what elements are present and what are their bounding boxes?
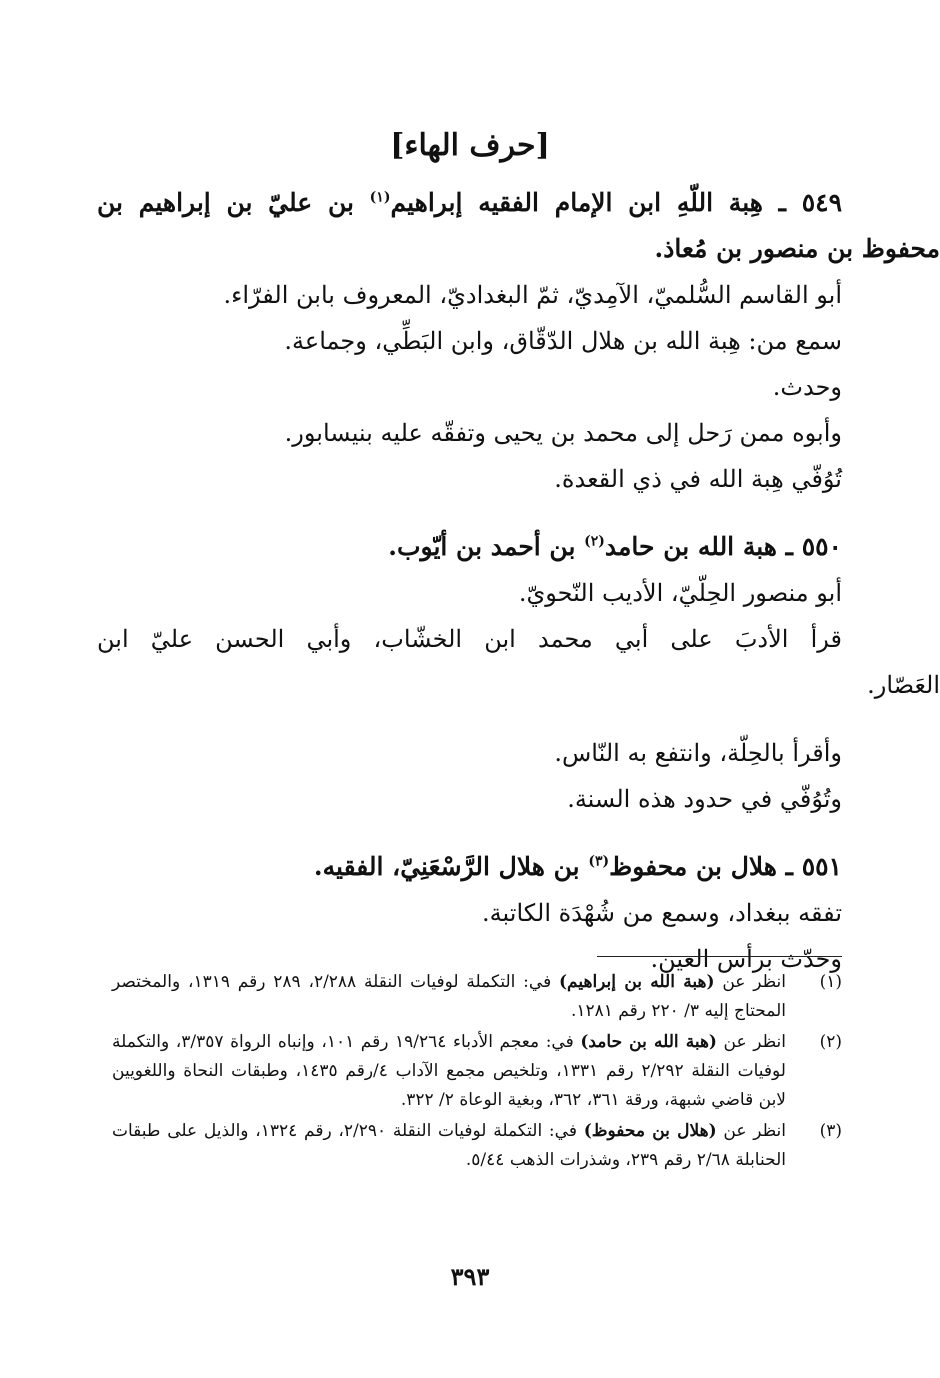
body-line: وتُوُفّي في حدود هذه السنة. xyxy=(567,785,842,813)
page-number: ٣٩٣ xyxy=(450,1262,490,1291)
entry-549 xyxy=(97,180,940,502)
footnote-text xyxy=(112,968,786,1026)
body-line: تفقه ببغداد، وسمع من شُهْدَة الكاتبة. xyxy=(482,899,842,927)
entry-heading-text: ٥٤٩ ـ هِبة اللّهِ ابن الإمام الفقيه إبراهيم xyxy=(390,188,843,217)
footnote-number: (١) xyxy=(819,972,842,992)
body-line: سمع من: هِبة الله بن هلال الدّقّاق، وابن البَطِّي، وجماعة. xyxy=(284,327,842,355)
footnote-number: (٣) xyxy=(819,1121,842,1141)
body-line-continued: العَصّار. xyxy=(867,671,940,699)
footnote-lead: انظر عن xyxy=(714,972,786,992)
body-line: وحدّث برأس العين. xyxy=(650,945,842,973)
entry-551 xyxy=(97,844,842,982)
body-line: وأبوه ممن رَحل إلى محمد بن يحيى وتفقّه عليه بنيسابور. xyxy=(284,419,842,447)
footnote-ref[interactable]: (٣) xyxy=(588,853,610,870)
body-line: وحدث. xyxy=(772,373,842,401)
body-line: أبو القاسم السُّلميّ، الآمِديّ، ثمّ البغداديّ، المعروف بابن الفرّاء. xyxy=(223,281,842,309)
entry-heading-text: ٥٥٠ ـ هبة الله بن حامد xyxy=(604,532,842,561)
spacer xyxy=(97,502,842,524)
footnotes xyxy=(112,968,842,1177)
body-line: وأقرأ بالحِلّة، وانتفع به النّاس. xyxy=(554,739,842,767)
entry-heading-text: ٥٥١ ـ هلال بن محفوظ xyxy=(609,852,842,881)
footnote-text xyxy=(112,1028,786,1115)
footnote xyxy=(112,968,842,1026)
spacer xyxy=(97,708,842,730)
entry-heading-text: بن أحمد بن أيّوب. xyxy=(388,532,585,561)
footnote-text xyxy=(112,1117,786,1175)
footnote-lead: انظر عن xyxy=(716,1032,786,1052)
body-line: أبو منصور الحِلّيّ، الأديب النّحويّ. xyxy=(518,579,842,607)
footnote-subject: (هبة الله بن حامد) xyxy=(580,1032,717,1052)
footnote-ref[interactable]: (١) xyxy=(369,189,391,206)
footnote-subject: (هبة الله بن إبراهيم) xyxy=(559,972,715,992)
body-line: تُوُفّي هِبة الله في ذي القعدة. xyxy=(554,465,842,493)
entry-550 xyxy=(97,524,940,822)
footnote xyxy=(112,1117,842,1175)
footnote-separator xyxy=(597,956,842,957)
entry-heading-text: بن عليّ بن إبراهيم بن xyxy=(97,188,370,217)
footnote xyxy=(112,1028,842,1115)
entry-heading xyxy=(97,180,842,226)
entry-heading xyxy=(97,524,842,570)
footnote-lead: انظر عن xyxy=(716,1121,787,1141)
main-text xyxy=(97,180,940,982)
footnote-body: في: التكملة لوفيات النقلة ٢/٢٩٠، رقم ١٣٢٤، والذيل على طبقات الحنابلة ٢/٦٨ رقم ٢٣٩، وشذرات الذهب ٥/٤٤. xyxy=(112,1121,786,1170)
footnote-body: في: التكملة لوفيات النقلة ٢/٢٨٨، ٢٨٩ رقم ١٣١٩، والمختصر المحتاج إليه ٣/ ٢٢٠ رقم ١٢٨١. xyxy=(112,972,786,1021)
body-line: قرأ الأدبَ على أبي محمد ابن الخشّاب، وأبي الحسن عليّ ابن xyxy=(97,625,842,653)
footnote-subject: (هلال بن محفوظ) xyxy=(583,1121,717,1141)
entry-heading-continued: محفوظ بن منصور بن مُعاذ. xyxy=(654,234,940,263)
footnote-number: (٢) xyxy=(819,1032,842,1052)
spacer xyxy=(97,822,842,844)
footnote-body: في: معجم الأدباء ١٩/٢٦٤ رقم ١٠١، وإنباه الرواة ٣/٣٥٧، والتكملة لوفيات النقلة ٢/٢٩٢ رقم ١٣٣١، وتلخيص مجمع الآداب ٤/رقم ١٤٣٥، وطبقات النحاة واللغويين لابن قاضي شبهة، ورقة ٣٦١، ٣٦٢، وبغية الوعاة ٢/ ٣٢٢. xyxy=(112,1032,786,1110)
entry-heading xyxy=(97,844,842,890)
section-title: [حرف الهاء] xyxy=(390,128,550,163)
footnote-ref[interactable]: (٢) xyxy=(584,533,605,550)
entry-heading-text: بن هلال الرَّسْعَنِيّ، الفقيه. xyxy=(313,852,589,881)
